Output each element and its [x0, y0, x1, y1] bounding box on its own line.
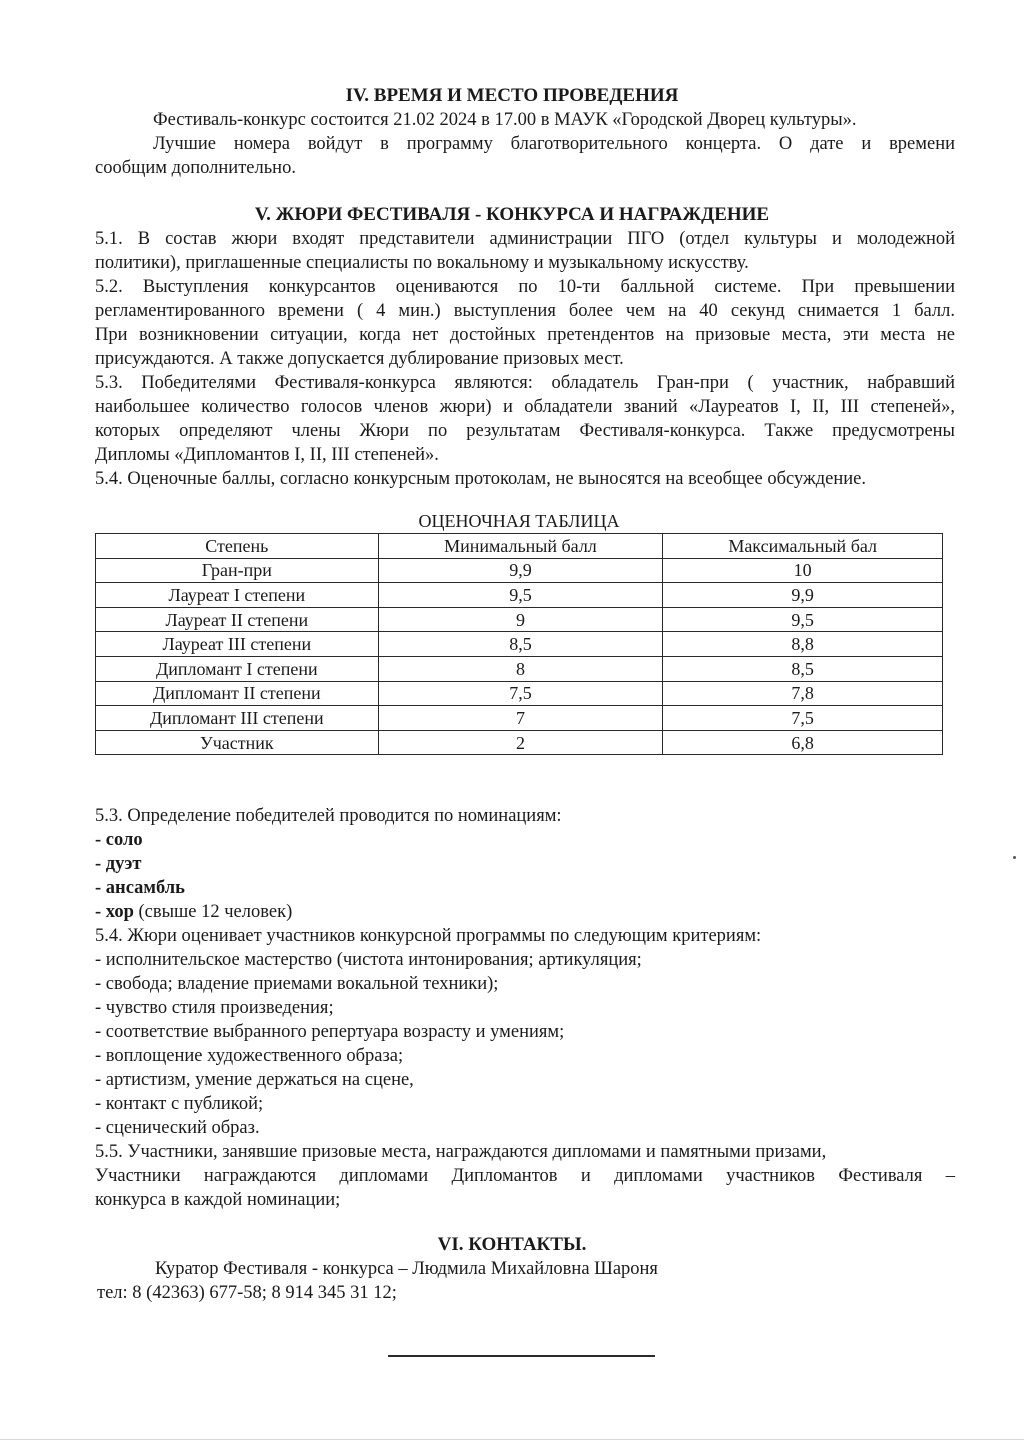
cell-min: 9 — [378, 607, 663, 632]
table-row — [96, 656, 943, 681]
criteria-item: - исполнительское мастерство (чистота интонирования; артикуляция; — [95, 950, 642, 970]
nomination-name: - ансамбль — [95, 878, 185, 898]
score-table-title: ОЦЕНОЧНАЯ ТАБЛИЦА — [418, 511, 620, 531]
score-table-header-row — [96, 534, 943, 559]
section-4-heading: IV. ВРЕМЯ И МЕСТО ПРОВЕДЕНИЯ — [345, 85, 679, 106]
section-5-line: политики), приглашенные специалисты по вокальному и музыкальному искусству. — [95, 253, 749, 273]
phone-line: тел: 8 (42363) 677-58; 8 914 345 31 12; — [97, 1283, 397, 1303]
cell-max: 8,5 — [663, 656, 943, 681]
section-5-line: регламентированного времени ( 4 мин.) выступления более чем на 40 секунд снимается 1 балл. — [95, 301, 955, 321]
section-5-line: 5.3. Победителями Фестиваля-конкурса являются: обладатель Гран-при ( участник, набравший — [95, 373, 955, 393]
nomination-item — [95, 876, 185, 900]
cell-degree: Гран-при — [96, 558, 379, 583]
scan-edge-line — [0, 1439, 1024, 1440]
table-row — [96, 607, 943, 632]
awards-line-2: Участники награждаются дипломами Дипломантов и дипломами участников Фестиваля – — [95, 1166, 955, 1186]
cell-min: 9,5 — [378, 583, 663, 608]
cell-max: 7,8 — [663, 681, 943, 706]
cell-degree: Дипломант II степени — [96, 681, 379, 706]
cell-max: 9,9 — [663, 583, 943, 608]
cell-min: 2 — [378, 730, 663, 755]
table-row — [96, 632, 943, 657]
criteria-item: - артистизм, умение держаться на сцене, — [95, 1070, 414, 1090]
nomination-item — [95, 900, 292, 924]
awards-line-3: конкурса в каждой номинации; — [95, 1190, 341, 1210]
header-max-score: Максимальный бал — [663, 534, 943, 559]
cell-max: 7,5 — [663, 706, 943, 731]
cell-degree: Лауреат I степени — [96, 583, 379, 608]
cell-min: 9,9 — [378, 558, 663, 583]
score-table — [95, 533, 943, 755]
cell-min: 8 — [378, 656, 663, 681]
header-min-score: Минимальный балл — [378, 534, 663, 559]
nomination-note: (свыше 12 человек) — [133, 902, 293, 922]
nomination-name: - дуэт — [95, 854, 142, 874]
section-5-line: 5.4. Оценочные баллы, согласно конкурсным протоколам, не выносятся на всеобщее обсуждение. — [95, 469, 866, 489]
nomination-name: - соло — [95, 830, 143, 850]
header-degree: Степень — [96, 534, 379, 559]
criteria-item: - контакт с публикой; — [95, 1094, 264, 1114]
criteria-item: - соответствие выбранного репертуара возрасту и умениям; — [95, 1022, 565, 1042]
section-5-line: Дипломы «Дипломантов I, II, III степеней». — [95, 445, 439, 465]
criteria-item: - чувство стиля произведения; — [95, 998, 334, 1018]
section-4-paragraph-1: Фестиваль-конкурс состоится 21.02 2024 в 17.00 в МАУК «Городской Дворец культуры». — [153, 110, 857, 130]
scan-speck — [1013, 856, 1016, 859]
cell-max: 8,8 — [663, 632, 943, 657]
cell-degree: Дипломант I степени — [96, 656, 379, 681]
nominations-intro: 5.3. Определение победителей проводится по номинациям: — [95, 806, 562, 826]
table-row — [96, 730, 943, 755]
table-row — [96, 583, 943, 608]
cell-degree: Лауреат III степени — [96, 632, 379, 657]
cell-degree: Дипломант III степени — [96, 706, 379, 731]
section-5-line: присуждаются. А также допускается дублирование призовых мест. — [95, 349, 624, 369]
section-4-paragraph-2-line-2: сообщим дополнительно. — [95, 158, 296, 178]
cell-max: 6,8 — [663, 730, 943, 755]
section-5-line: которых определяют члены Жюри по результатам Фестиваля-конкурса. Также предусмотрены — [95, 421, 955, 441]
nomination-item — [95, 828, 143, 852]
section-5-heading: V. ЖЮРИ ФЕСТИВАЛЯ - КОНКУРСА И НАГРАЖДЕНИЕ — [254, 204, 770, 225]
cell-min: 7 — [378, 706, 663, 731]
cell-max: 9,5 — [663, 607, 943, 632]
cell-degree: Участник — [96, 730, 379, 755]
section-5-line: наибольшее количество голосов членов жюри) и обладатели званий «Лауреатов I, II, III степеней», — [95, 397, 955, 417]
section-5-line: При возникновении ситуации, когда нет достойных претендентов на призовые места, эти места не — [95, 325, 955, 345]
table-row — [96, 706, 943, 731]
criteria-item: - свобода; владение приемами вокальной техники); — [95, 974, 499, 994]
table-row — [96, 558, 943, 583]
curator-line: Куратор Фестиваля - конкурса – Людмила Михайловна Шароня — [155, 1259, 658, 1279]
criteria-intro: 5.4. Жюри оценивает участников конкурсной программы по следующим критериям: — [95, 926, 762, 946]
closing-rule — [388, 1355, 655, 1357]
table-row — [96, 681, 943, 706]
criteria-item: - сценический образ. — [95, 1118, 260, 1138]
section-4-paragraph-2-line-1: Лучшие номера войдут в программу благотворительного концерта. О дате и времени — [153, 134, 955, 154]
cell-min: 7,5 — [378, 681, 663, 706]
section-6-heading: VI. КОНТАКТЫ. — [437, 1234, 587, 1255]
section-5-line: 5.1. В состав жюри входят представители администрации ПГО (отдел культуры и молодежной — [95, 229, 955, 249]
nomination-name: - хор — [95, 902, 134, 922]
cell-min: 8,5 — [378, 632, 663, 657]
awards-line-1: 5.5. Участники, занявшие призовые места, награждаются дипломами и памятными призами, — [95, 1142, 827, 1162]
cell-max: 10 — [663, 558, 943, 583]
section-5-line: 5.2. Выступления конкурсантов оцениваются по 10-ти балльной системе. При превышении — [95, 277, 955, 297]
nomination-item — [95, 852, 141, 876]
cell-degree: Лауреат II степени — [96, 607, 379, 632]
criteria-item: - воплощение художественного образа; — [95, 1046, 404, 1066]
